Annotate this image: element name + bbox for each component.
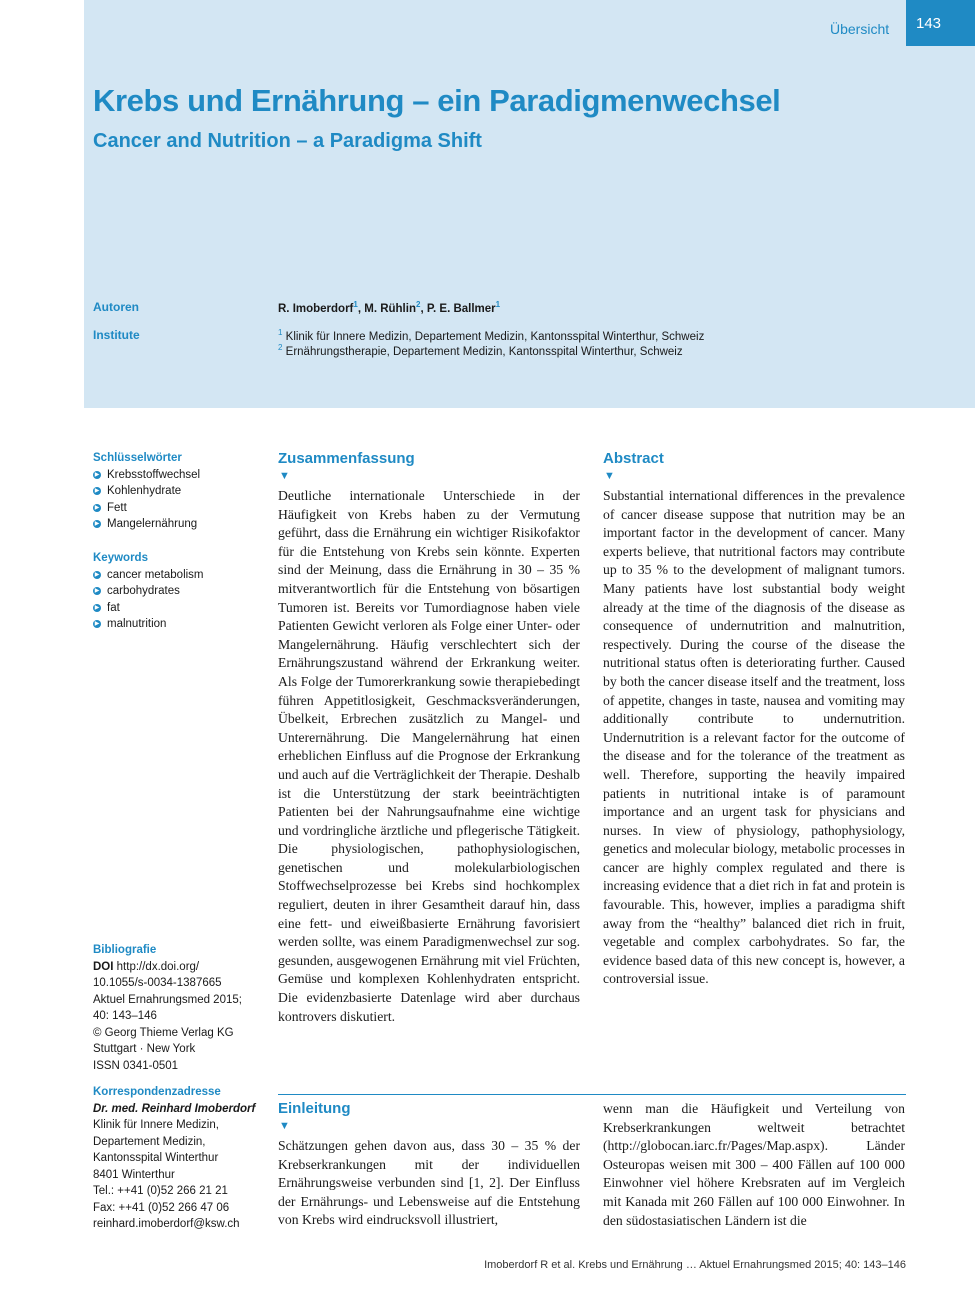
arrow-bullet-icon: ▶ (94, 621, 100, 627)
zusammenfassung-heading: Zusammenfassung (278, 450, 415, 467)
section-divider (278, 1094, 906, 1095)
einleitung-heading: Einleitung (278, 1100, 351, 1117)
keywords-de-heading: Schlüsselwörter (93, 452, 182, 464)
author-affiliation: 2 (415, 300, 421, 309)
arrow-bullet-icon: ▶ (94, 504, 100, 511)
keyword-item: ▶ cancer metabolism (94, 568, 204, 581)
article-title: Krebs und Ernährung – ein Paradigmenwechsel (93, 83, 781, 118)
institute-number: 2 (278, 343, 283, 352)
arrow-bullet-icon: ▶ (94, 488, 100, 494)
zusammenfassung-text: Deutliche internationale Unterschiede in der Häufigkeit von Krebs haben zu der Vermutung geführt, dass die Ernährung ein wichtiger Risikofaktor für die Entstehung von Krebs sein könnte. Experten sind der Meinung, dass die Ernährung in 30 – 35 % mitverantwortlich für die Entstehung von bösartigen Tumoren ist. Bereits vor Tumordiagnose haben viele Patienten Gewicht verloren als Folge einer Unter- oder Mangelernährung. Häufig verschlechtert sich der Ernährungszustand während der Erkrankung weiter. Als Folge der Tumorerkrankung sowie therapiebedingt führen Appetitlosigkeit, Geschmacksveränderungen, Übelkeit, Erbrechen zusätzlich zu Mangel- und Unterernährung. Die Mangelernährung hat einen erheblichen Einfluss auf die Prognose der Erkrankung und auch auf die Verträglichkeit der Therapie. Deshalb ist die Unterstützung der stark beeinträchtigten Patienten bei der Nahrungsaufnahme eine wichtige und vordringliche ärztliche und pflegerische Tätigkeit. Die physiologischen, pathophysiologischen, genetischen und molekularbiologischen Stoffwechselprozesse bei Krebs sind hochkomplex reguliert, deuten in ihrer Gesamtheit darauf hin, dass eine fett- und eiweißbasierte Ernährung favorisiert werden sollte, was einem Paradigmenwechsel zur sog. gesunden, ausgewogenen Ernährung mit viel Früchten, Gemüse und komplexen Kohlenhydraten entspricht. Die evidenzbasierte Datenlage wird aber durchaus kontrovers diskutiert. (278, 488, 580, 1024)
correspondence-line: Tel.: ++41 (0)52 266 21 21 (93, 1185, 228, 1197)
einleitung-text-left: Schätzungen gehen davon aus, dass 30 – 35 % der Krebserkrankungen mit der individuellen Ernährungsweise verbunden sind [1, 2]. Der Einfluss der Ernährungs- und Lebensweise auf die Entstehung von Krebs wird eindrucksvoll illustriert, (278, 1138, 580, 1228)
keyword-item: ▶ Krebsstoffwechsel (94, 468, 201, 481)
doi-line: DOI http://dx.doi.org/ (93, 960, 200, 973)
authors-line: R. Imoberdorf$^1$, M. Rühlin$^2$, P. E. Ballmer$^1$ (278, 300, 501, 315)
author-affiliation: 1 (495, 300, 501, 309)
correspondence-line: Klinik für Innere Medizin, (93, 1119, 219, 1131)
abstract-heading: Abstract (603, 450, 664, 467)
keyword-item: ▶ Kohlenhydrate (94, 485, 182, 497)
correspondence-block (93, 1084, 255, 1233)
keyword-item: ▶ Fett (94, 501, 127, 514)
arrow-bullet-icon: ▶ (94, 588, 100, 594)
keywords-en-heading: Keywords (93, 552, 148, 564)
author-name: M. Rühlin (364, 302, 416, 315)
bibliography-heading: Bibliografie (93, 944, 157, 956)
article-subtitle: Cancer and Nutrition – a Paradigma Shift (93, 130, 482, 152)
bibliography-line: Stuttgart · New York (93, 1043, 196, 1055)
correspondence-heading: Korrespondenzadresse (93, 1086, 221, 1098)
bibliography-line: Aktuel Ernahrungsmed 2015; (93, 993, 242, 1006)
institute-text: Klinik für Innere Medizin, Departement Medizin, Kantonsspital Winterthur, Schweiz (285, 330, 705, 343)
correspondence-email: reinhard.imoberdorf@ksw.ch (93, 1218, 240, 1230)
bibliography-line: 40: 143–146 (93, 1010, 157, 1022)
author-name: R. Imoberdorf (278, 302, 354, 315)
institute-2 (278, 343, 683, 358)
keyword-item: ▶ fat (94, 601, 120, 614)
keyword-item: ▶ carbohydrates (94, 585, 180, 597)
institute-1 (278, 328, 704, 343)
einleitung-text-right: wenn man die Häufigkeit und Verteilung von Krebserkrankungen weltweit betrachtet (http://globocan.iarc.fr/Pages/Map.aspx). Länder Osteuropas weisen mit 300 – 400 Fällen auf 100 000 Einwohner viel höhere Krebsraten auf im Vergleich mit Kanada mit 260 Fällen auf 100 000 Einwohner. In den südostasiatischen Ländern ist die (603, 1101, 905, 1228)
correspondence-name: Dr. med. Reinhard Imoberdorf (93, 1102, 256, 1115)
doi-label: DOI (93, 960, 114, 973)
bibliography-block (93, 942, 242, 1074)
author-name: P. E. Ballmer (426, 302, 496, 315)
author-affiliation: 1 (353, 300, 358, 309)
keyword-item: ▶ malnutrition (94, 618, 167, 630)
keywords-en-block (93, 550, 204, 633)
keyword-item: ▶ Mangelernährung (94, 518, 198, 530)
institute-number: 1 (278, 328, 283, 337)
arrow-bullet-icon: ▶ (94, 471, 100, 478)
arrow-bullet-icon: ▶ (94, 521, 100, 527)
bibliography-line: 10.1055/s-0034-1387665 (93, 977, 222, 989)
abstract-text: Substantial international differences in the prevalence of cancer disease suppose that nutrition may be an important factor in the development of cancer. Many experts believe, that nutritional factors may contribute up to 35 % to the development of malignant tumors. Many patients have lost substantial body weight already at the time of the diagnosis of the disease as consequence of undernutrition and malnutrition, respectively. During the course of the disease the nutritional status often is deteriorating further. Caused by both the cancer disease itself and the treatment, loss of appetite, changes in taste, nausea and vomiting may additionally contribute to undernutrition. Undernutrition is a relevant factor for the outcome of the disease and for the tolerance of the treatment as well. Therefore, supporting the heavily impaired patients in nutritional intake is of paramount importance and an urgent task for physicians and nurses. In view of physiology, pathophysiology, genetics and molecular biology, metabolic processes in cancer are highly complex regulated and there is increasing evidence that a diet rich in fat and protein is favourable. This, however, implies a paradigma shift away from the “healthy” balanced diet rich in fruit, vegetable and complex carbohydrates. So far, the evidence based data of this new concept is, however, a controversial issue. (603, 488, 905, 987)
institute-text: Ernährungstherapie, Departement Medizin, Kantonsspital Winterthur, Schweiz (285, 345, 683, 358)
down-triangle-icon: ▼ (279, 1120, 290, 1132)
bibliography-line: ISSN 0341-0501 (93, 1059, 179, 1072)
authors-label: Autoren (93, 300, 139, 314)
bibliography-line: © Georg Thieme Verlag KG (93, 1026, 234, 1039)
correspondence-line: Fax: ++41 (0)52 266 47 06 (93, 1201, 230, 1214)
institutes-label: Institute (93, 328, 140, 342)
section-label: Übersicht (830, 21, 890, 37)
arrow-bullet-icon: ▶ (94, 604, 100, 611)
down-triangle-icon: ▼ (604, 470, 615, 482)
keywords-de-block (93, 450, 200, 533)
correspondence-line: Kantonsspital Winterthur (93, 1152, 219, 1164)
page-footer-citation: Imoberdorf R et al. Krebs und Ernährung … Aktuel Ernahrungsmed 2015; 40: 143–146 (484, 1259, 906, 1271)
correspondence-line: Departement Medizin, (93, 1135, 206, 1148)
arrow-bullet-icon: ▶ (94, 571, 100, 578)
down-triangle-icon: ▼ (279, 470, 290, 482)
page-number: 143 (906, 0, 975, 46)
correspondence-line: 8401 Winterthur (93, 1168, 175, 1181)
